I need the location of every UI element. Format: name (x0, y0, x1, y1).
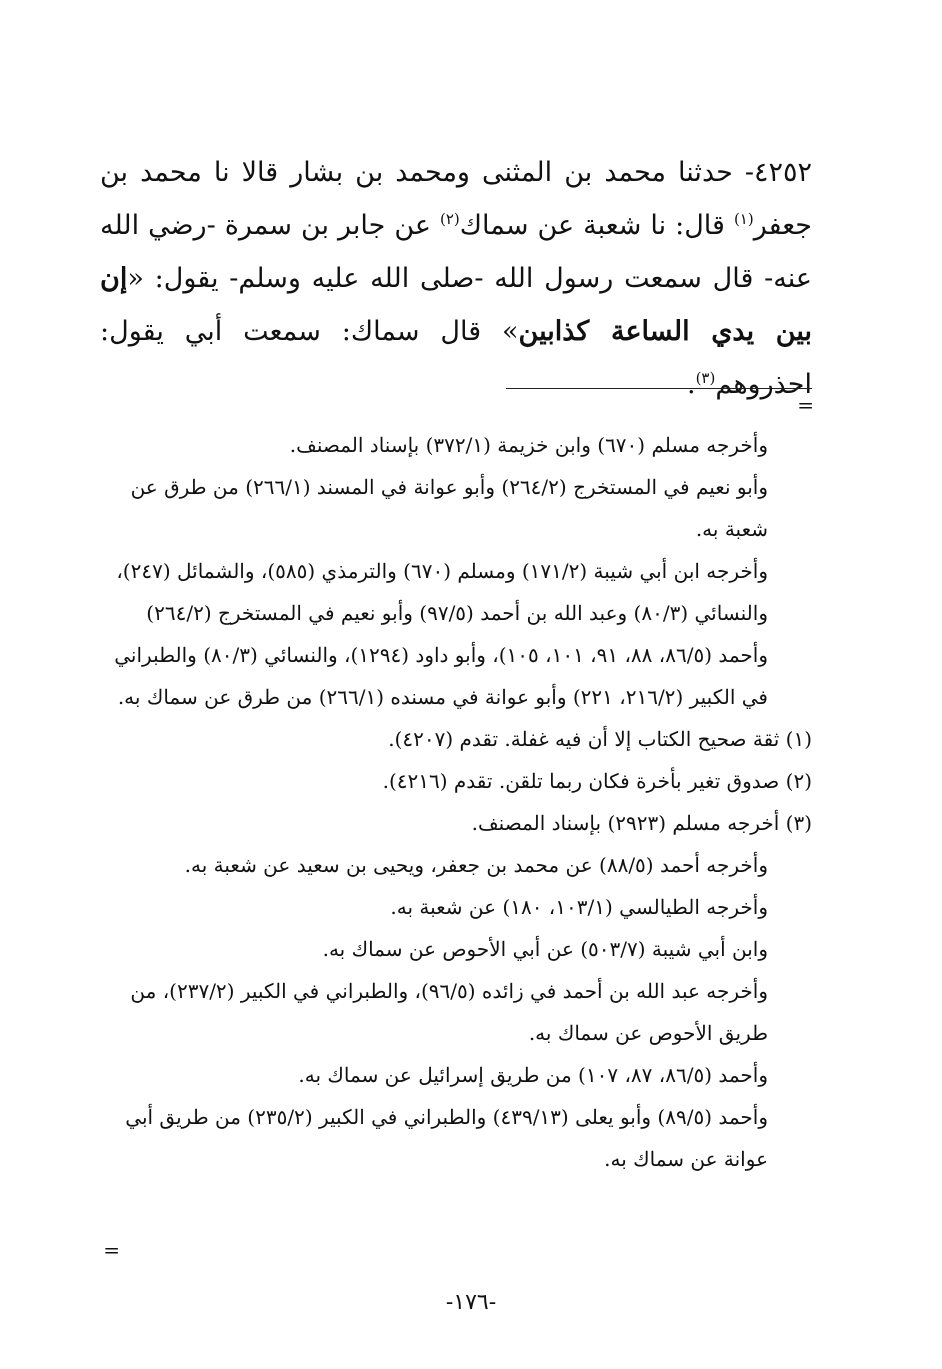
page-number: -١٧٦- (445, 1290, 497, 1315)
footnote-2: (٢) صدوق تغير بأخرة فكان ربما تلقن. تقدم (٤٢١٦). (382, 769, 812, 793)
hadith-part-5: . (686, 369, 696, 400)
footnote-line: وأخرجه مسلم (٦٧٠) وابن خزيمة (٣٧٢/١) بإسناد المصنف. (289, 433, 768, 457)
continuation-mark-bottom: = (103, 1238, 120, 1262)
footnote-line: وأخرجه ابن أبي شيبة (١٧١/٢) ومسلم (٦٧٠) والترمذي (٥٨٥)، والشمائل (٢٤٧)، والنسائي (٨٠/٣) وعبد الله بن أحمد (٩٧/٥) وأبو نعيم في المستخرج (٢٦٤/٢) وأحمد (٨٦/٥، ٨٨، ٩١، ١٠١، ١٠٥)، وأبو داود (١٢٩٤)، والنسائي (٨٠/٣) والطبراني في الكبير (٢١٦/٢، ٢٢١) وأبو عوانة في مسنده (٢٦٦/١) من طرق عن سماك به. (114, 559, 768, 709)
footnote-separator (506, 388, 812, 389)
hadith-paragraph (100, 146, 812, 411)
footnote-ref-2: (٢) (439, 210, 460, 228)
footnotes (100, 424, 812, 1180)
footnote-line: وأخرجه أحمد (٨٨/٥) عن محمد بن جعفر، ويحيى بن سعيد عن شعبة به. (184, 853, 768, 877)
footnote-line: وأخرجه الطيالسي (١٠٣/١، ١٨٠) عن شعبة به. (390, 895, 768, 919)
continuation-mark-top: = (797, 393, 814, 417)
footnote-line: وأحمد (٨٦/٥، ٨٧، ١٠٧) من طريق إسرائيل عن سماك به. (298, 1063, 768, 1087)
footnote-ref-1: (١) (733, 210, 754, 228)
footnote-ref-3: (٣) (695, 369, 716, 387)
hadith-part-4: » قال سماك: سمعت أبي يقول: احذروهم (100, 316, 812, 400)
hadith-text (100, 146, 812, 411)
footnote-line: وأحمد (٨٩/٥) وأبو يعلى (٤٣٩/١٣) والطبراني في الكبير (٢٣٥/٢) من طريق أبي عوانة عن سماك به. (125, 1105, 768, 1171)
hadith-part-3: عن جابر بن سمرة -رضي الله عنه- قال سمعت رسول الله -صلى الله عليه وسلم- يقول: « (100, 210, 812, 294)
footnote-line: وابن أبي شيبة (٥٠٣/٧) عن أبي الأحوص عن سماك به. (322, 937, 768, 961)
footnote-line: وأبو نعيم في المستخرج (٢٦٤/٢) وأبو عوانة في المسند (٢٦٦/١) من طرق عن شعبة به. (130, 475, 768, 541)
footnote-1: (١) ثقة صحيح الكتاب إلا أن فيه غفلة. تقدم (٤٢٠٧). (388, 727, 812, 751)
footnote-line: وأخرجه عبد الله بن أحمد في زائده (٩٦/٥)، والطبراني في الكبير (٢٣٧/٢)، من طريق الأحوص عن سماك به. (130, 979, 768, 1045)
hadith-part-1: ٤٢٥٢- حدثنا محمد بن المثنى ومحمد بن بشار قالا نا محمد بن جعفر (100, 157, 812, 241)
footnote-3: (٣) أخرجه مسلم (٢٩٢٣) بإسناد المصنف. (471, 811, 812, 835)
prophetic-quote: إن بين يدي الساعة كذابين (100, 263, 813, 347)
hadith-part-2: قال: نا شعبة عن سماك (459, 210, 734, 241)
